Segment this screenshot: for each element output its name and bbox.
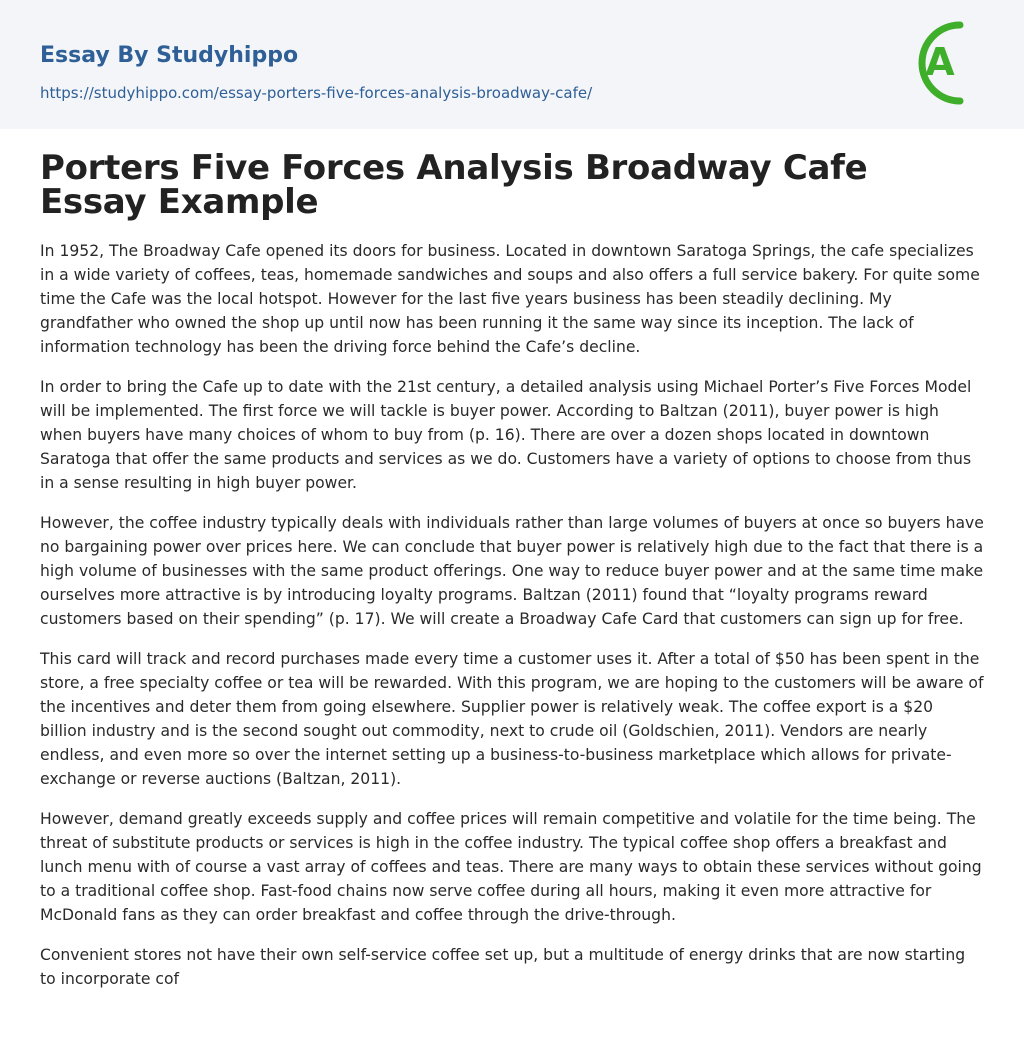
paragraph-4: This card will track and record purchases made every time a customer uses it. After a total of $50 has been spent in the store, a free specialty coffee or tea will be rewarded. With this program, we are hoping to the customers will be aware of the incentives and deter them from going elsewhere. Supplier power is relatively weak. The coffee export is a $20 billion industry and is the second sought out commodity, next to crude oil (Goldschien, 2011). Vendors are nearly endless, and even more so over the internet setting up a business-to-business marketplace which allows for private-exchange or reverse auctions (Baltzan, 2011). <box>40 650 984 788</box>
paragraph-1: In 1952, The Broadway Cafe opened its doors for business. Located in downtown Saratoga Springs, the cafe specializes in a wide variety of coffees, teas, homemade sandwiches and soups and also offers a full service bakery. For quite some time the Cafe was the local hotspot. However for the last five years business has been steadily declining. My grandfather who owned the shop up until now has been running it the same way since its inception. The lack of information technology has been the driving force behind the Cafe’s decline. <box>40 242 980 356</box>
article <box>0 148 1024 991</box>
paragraph-3: However, the coffee industry typically deals with individuals rather than large volumes of buyers at once so buyers have no bargaining power over prices here. We can conclude that buyer power is relatively high due to the fact that there is a high volume of businesses with the same product offerings. One way to reduce buyer power and at the same time make ourselves more attractive is by introducing loyalty programs. Baltzan (2011) found that “loyalty programs reward customers based on their spending” (p. 17). We will create a Broadway Cafe Card that customers can sign up for free. <box>40 514 984 628</box>
site-brand[interactable]: Essay By Studyhippo <box>40 43 299 68</box>
paragraph-6: Convenient stores not have their own self-service coffee set up, but a multitude of energy drinks that are now starting to incorporate cof <box>40 946 966 988</box>
site-header <box>0 0 1024 129</box>
paragraph-5: However, demand greatly exceeds supply and coffee prices will remain competitive and volatile for the time being. The threat of substitute products or services is high in the coffee industry. The typical coffee shop offers a breakfast and lunch menu with of course a vast array of coffees and teas. There are many ways to obtain these services without going to a traditional coffee shop. Fast-food chains now serve coffee during all hours, making it even more attractive for McDonald fans as they can order breakfast and coffee through the drive-through. <box>40 810 982 924</box>
paragraph-2: In order to bring the Cafe up to date with the 21st century, a detailed analysis using Michael Porter’s Five Forces Model will be implemented. The first force we will tackle is buyer power. According to Baltzan (2011), buyer power is high when buyers have many choices of whom to buy from (p. 16). There are over a dozen shops located in downtown Saratoga that offer the same products and services as we do. Customers have a variety of options to choose from thus in a sense resulting in high buyer power. <box>40 378 972 492</box>
source-url-link[interactable]: https://studyhippo.com/essay-porters-five-forces-analysis-broadway-cafe/ <box>40 84 593 102</box>
logo-letter: A <box>925 40 955 84</box>
studyhippo-logo-icon[interactable] <box>914 18 986 108</box>
page-title: Porters Five Forces Analysis Broadway Cafe Essay Example <box>40 148 868 222</box>
